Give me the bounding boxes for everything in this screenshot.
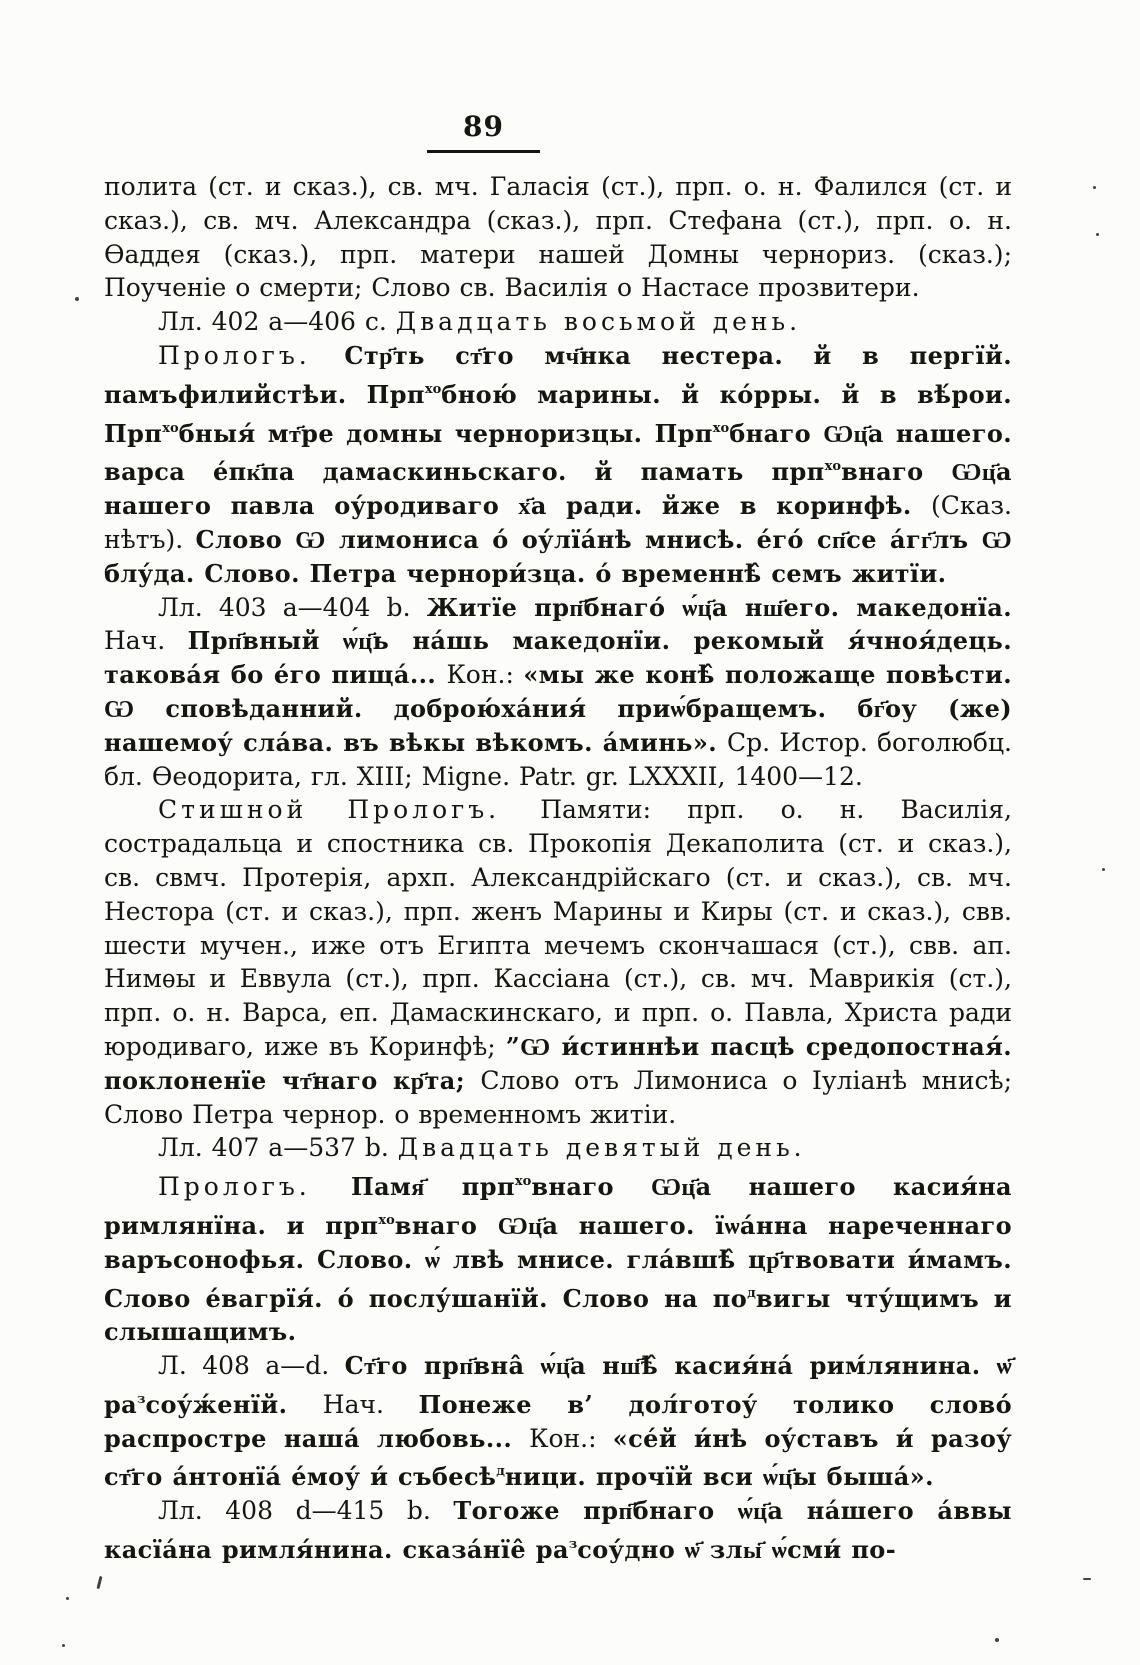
text-segment-cs: «се́й и́нѣ оу́ставъ и́ разоу́ ст҃го а́нтонїа́ е́моу́ и́ събесѣ: [104, 1423, 1012, 1492]
text-segment-cs: бною́ марины. й ко́рры. й в вѣ́рои. Прп: [104, 379, 1012, 448]
paragraph: [104, 305, 1012, 339]
text-segment-cs: Житїе прп҃бнаго́ ѡ́ц҃а нш҃его. македонїа.: [426, 592, 1012, 622]
text-segment-cs: Прп҃вный ѡ́ц҃ь на́шь македонїи. рекомый я́чноя́дець. такова́я бо е́го пища́...: [104, 626, 1012, 690]
scan-artifact: [62, 1644, 65, 1647]
text-segment-sp: Стишной Прологъ.: [158, 795, 541, 825]
paragraph: [104, 170, 1012, 305]
text-segment-r: Нач.: [104, 626, 188, 656]
text-segment-cs: внаго Ѡц҃а нашего. їѡа́нна нареченнаго варъсонофья. Слово. ѡ́ лвѣ мнисе. гла́вшѣ̂ цр҃твовати и́мамъ. Слово е́вагрїя́. о́ послу́шанїй. Слово на по: [104, 1210, 1012, 1313]
text-segment-r: полита (ст. и сказ.), св. мч. Галасія (ст.), прп. о. н. Фалился (ст. и сказ.), св. мч. Александра (сказ.), прп. Стефана (ст.), прп. о. н. Ѳаддея (сказ.), прп. матери нашей Домны чернориз. (сказ.); Поученіе о смерти; Слово св. Василія о Настасе прозвитери.: [104, 172, 1012, 303]
text-segment-sup: хо: [162, 420, 179, 436]
paragraph: [104, 591, 1012, 794]
paragraph: [104, 1494, 1012, 1567]
text-segment-r: Кон.:: [529, 1423, 613, 1453]
text-segment-sup: д: [496, 1464, 505, 1480]
text-segment-cs: бныя́ мт҃ре домны черноризцы. Прп: [178, 418, 713, 448]
text-segment-r: (Сказ. нѣтъ).: [104, 491, 1012, 554]
text-segment-cs: вигы чту́щимъ и слышащимъ.: [104, 1283, 1013, 1347]
text-segment-sup: хо: [514, 1174, 532, 1190]
paragraph: [104, 793, 1012, 1131]
text-segment-r: Лл. 402 а—406 с.: [158, 307, 396, 337]
text-segment-cs: внаго Ѡц҃а нашего касия́на римлянїна. и прп: [104, 1172, 1012, 1240]
scan-artifact: [66, 1597, 69, 1600]
paragraph: [104, 1131, 1012, 1165]
text-segment-cs: Памя҃ прп: [351, 1172, 515, 1202]
text-segment-cs: Слово Ѡ лимониса о́ оу́лїа́нѣ мнисѣ. е́го́ сп҃се а́гг҃лъ Ѡ блу́да. Слово. Петра чернори́зца. о́ временнѣ̂ семъ житїи.: [104, 524, 1013, 588]
text-segment-cs: ници. прочїй вси ѡ́ц҃ы быша́».: [504, 1462, 934, 1492]
text-segment-r: Кон.:: [446, 660, 524, 690]
text-segment-cs: Ст҃го прп҃вна̂ ѡ́ц҃а нш҃ѣ̂ касия́на́ рим́лянина. ѡ҃ ра: [104, 1351, 1012, 1419]
text-segment-cs: бнаго Ѡц҃а нашего. варса е́пк҃па дамаскиньскаго. й памать прп: [104, 418, 1012, 487]
paragraph: [104, 1349, 1012, 1494]
text-segment-cs: «мы же конѣ̂ положаще повѣсти. Ѡ сповѣданний. доброю́ха́ния́ приѡ́бращемъ. бг҃оу (же) нашемоу́ сла́ва. въ вѣкы вѣкомъ. а́минь».: [104, 660, 1012, 757]
scan-artifact: [1096, 233, 1099, 236]
scan-artifact: [75, 297, 79, 301]
text-segment-sup: хо: [824, 459, 842, 475]
text-segment-sp: Прологъ.: [158, 340, 345, 370]
text-segment-cs: Понеже в’ дол́готоу́ толико слово́ распростре наша́ любовь...: [104, 1389, 1012, 1453]
text-segment-sup: хо: [712, 420, 730, 436]
scan-artifact: [1083, 1578, 1091, 1580]
text-segment-cs: соу́ж́енїй.: [145, 1389, 323, 1419]
text-segment-cs: Стр҃ть ст҃го мч҃нка нестера. й в пергїй. памъфилийстѣи. Прп: [104, 340, 1012, 409]
paragraph: [104, 339, 1012, 591]
scan-artifact: [995, 1638, 999, 1642]
page-number: 89: [463, 110, 504, 143]
text-segment-sp: Прологъ.: [158, 1172, 352, 1202]
text-segment-r: Л. 408 а—d.: [158, 1351, 345, 1381]
text-segment-sp: Двадцать девятый день.: [397, 1133, 806, 1163]
text-segment-r: Памяти: прп. о. н. Василія, сострадальца и спостника св. Прокопія Декаполита (ст. и сказ.), св. свмч. Протерія, архп. Александрійскаго (ст. и сказ.), св. мч. Нестора (ст. и сказ.), прп. женъ Марины и Киры (ст. и сказ.), свв. шести мучен., иже отъ Египта мечемъ скончашася (ст.), свв. ап. Нимѳы и Еввула (ст.), прп. Кассіана (ст.), св. мч. Маврикія (ст.), прп. о. н. Варса, еп. Дамаскинскаго, и прп. о. Павла, Христа ради юродиваго, иже въ Коринфѣ;: [104, 795, 1012, 1061]
page-text: [104, 170, 1012, 1567]
text-segment-cs: внаго Ѡц҃а нашего павла оу́родиваго х҃а ради. йже в коринфѣ.: [104, 457, 1012, 521]
page-number-rule: [427, 150, 540, 153]
text-segment-r: Нач.: [322, 1389, 419, 1419]
text-segment-r: Слово отъ Лимониса о Іуліанѣ мнисѣ; Слово Петра чернор. о временномъ житіи.: [104, 1065, 1012, 1129]
text-segment-cs: ”Ѡ и́стиннѣи пасцѣ средопостная́. поклоненїе чт҃наго кр҃та;: [104, 1031, 1012, 1095]
text-segment-sup: з: [137, 1391, 146, 1407]
text-segment-cs: Тогоже прп҃бнаго ѡ́ц҃а на́шего а́ввы касїа́на римля́нина. сказа́нїе̂ ра: [104, 1496, 1012, 1565]
text-segment-r: Лл. 403 а—404 b.: [158, 592, 427, 622]
text-segment-sup: д: [747, 1285, 756, 1301]
text-segment-cs: соу́дно ѡ҃ злы҃ ѡ́сми́ по-: [577, 1535, 897, 1565]
text-segment-sp: Двадцать восьмой день.: [395, 307, 802, 337]
text-segment-r: Лл. 407 а—537 b.: [158, 1133, 398, 1163]
page-header: [427, 112, 540, 153]
text-segment-r: Ср. Истор. боголюбц. бл. Ѳеодорита, гл. XIII; Migne. Patr. gr. LXXXII, 1400—12.: [104, 727, 1012, 791]
text-segment-sup: хо: [424, 381, 442, 397]
text-segment-sup: хо: [378, 1212, 395, 1228]
text-segment-sup: з: [568, 1537, 578, 1553]
scan-artifact: [96, 1576, 102, 1589]
paragraph: [104, 1165, 1012, 1349]
scan-artifact: [1102, 868, 1105, 871]
scan-artifact: [1093, 186, 1096, 189]
text-segment-r: Лл. 408 d—415 b.: [158, 1496, 454, 1526]
